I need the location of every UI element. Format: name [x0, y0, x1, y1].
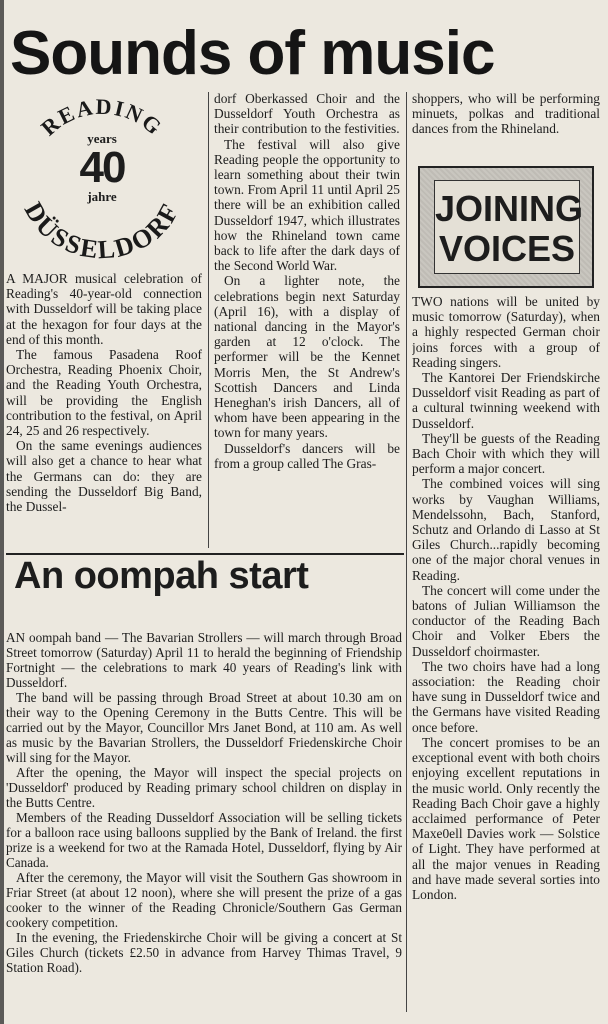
svg-text:DÜSSELDORF [19, 197, 186, 264]
oompah-headline: An oompah start [14, 555, 309, 597]
joining-voices-paragraph: The concert promises to be an exceptional event with both choirs enjoying excellent reputations in the music world. Only recently the Reading Bach Choir gave a highly acclaimed performance of Peter Maxe0ell Davies work — Solstice of Light. They have performed at all the major venues in Reading and have made several sorties into London. [412, 734, 600, 902]
joining-voices-paragraph: TWO nations will be united by music tomorrow (Saturday), when a highly respected German choir joins forces with a group of Reading singers. [412, 294, 600, 370]
main-story-paragraph: Dusseldorf's dancers will be from a group called The Gras- [214, 440, 400, 471]
logo-number: 40 [79, 143, 125, 192]
joining-voices-paragraph: The Kantorei Der Friendskirche Dusseldorf visit Reading as part of a cultural twinning weekend with Dusseldorf. [412, 370, 600, 431]
logo-arc-bottom: DÜSSELDORF [18, 197, 186, 265]
headline-line: JOINING [435, 188, 584, 229]
main-story-col2 [214, 91, 400, 551]
joining-voices-story [412, 294, 600, 1012]
logo-years: years [87, 131, 117, 146]
joining-voices-headline [434, 180, 584, 274]
oompah-paragraph: Members of the Reading Dusseldorf Association will be selling tickets for a balloon race using balloons supplied by the Bank of Ireland. the first prize is a weekend for two at the Ramada Hotel, Dusseldorf, flying by Air Canada. [6, 810, 402, 870]
headline-line: VOICES [438, 228, 576, 269]
main-story-col1 [6, 271, 202, 551]
oompah-paragraph: In the evening, the Friedenskirche Choir will be giving a concert at St Giles Church (tickets £2.50 in advance from Harvey Thimas Travel, 9 Station Road). [6, 930, 402, 975]
logo-arc-top: READING [36, 93, 168, 141]
main-story-paragraph: The festival will also give Reading people the opportunity to learn something about their twin town. From April 11 until April 25 there will be an exhibition called Dusseldorf 1947, which illustrates how the Rhineland town came back to life after the dark days of the Second World War. [214, 136, 400, 274]
joining-voices-paragraph: The combined voices will sing works by Vaughan Williams, Mendelssohn, Bach, Stanford, Schutz and Orlando di Lasso at St Giles Church...rapidly becoming one of the major choral venues in Reading. [412, 476, 600, 583]
main-story-paragraph: A MAJOR musical celebration of Reading's 40-year-old connection with Dusseldorf will be taking place at the hexagon for four days at the end of this month. [6, 271, 202, 347]
oompah-paragraph: After the opening, the Mayor will inspect the special projects on 'Dusseldorf' produced by Reading primary school children on display in the Butts Centre. [6, 765, 402, 810]
main-story-paragraph: dorf Oberkassed Choir and the Dusseldorf Youth Orchestra as their contribution to the festivities. [214, 91, 400, 137]
main-story-col3 [412, 91, 600, 163]
oompah-paragraph: After the ceremony, the Mayor will visit the Southern Gas showroom in Friar Street (at about 12 noon), where she will present the prize of a gas cooker to the winner of the Reading Chronicle/Southern Gas German cookery competition. [6, 870, 402, 930]
main-headline: Sounds of music [10, 19, 495, 88]
oompah-story [6, 630, 402, 1010]
logo-jahre: jahre [87, 189, 117, 204]
joining-voices-paragraph: The two choirs have had a long association: the Reading choir have sung in Dusseldorf twice and the Germans have visited Reading once before. [412, 658, 600, 735]
logo-center [52, 132, 152, 204]
main-story-paragraph: On the same evenings audiences will also get a chance to hear what the Germans can do: they are sending the Dusseldorf Big Band, the Dussel- [6, 438, 202, 515]
column-rule [208, 92, 209, 548]
anniversary-logo [4, 92, 200, 270]
joining-voices-paragraph: The concert will come under the batons of Julian Williamson the conductor of the Reading Bach Choir and Volker Ebers the Dusseldorf choirmaster. [412, 582, 600, 659]
joining-voices-headline-box [418, 166, 594, 288]
joining-voices-paragraph: They'll be guests of the Reading Bach Choir with which they will perform a major concert. [412, 430, 600, 477]
main-story-paragraph: The famous Pasadena Roof Orchestra, Reading Phoenix Choir, and the Reading Youth Orchestra, will be providing the English contribution to the festival, on April 24, 25 and 26 respectively. [6, 347, 202, 439]
main-story-paragraph: shoppers, who will be performing minuets, polkas and traditional dances from the Rhineland. [412, 91, 600, 137]
main-story-paragraph: On a lighter note, the celebrations begin next Saturday (April 16), with a display of national dancing in the Mayor's garden at 12 o'clock. The performer will be the Kennet Morris Men, the St Andrew's Scottish Dancers and Linda Heneghan's irish Dancers, all of whom have been appearing in the town for many years. [214, 273, 400, 441]
column-rule [406, 92, 407, 1012]
oompah-paragraph: AN oompah band — The Bavarian Strollers — will march through Broad Street tomorrow (Saturday) April 11 to herald the beginning of Friendship Fortnight — the celebrations to mark 40 years of Reading's link with Dusseldorf. [6, 630, 402, 690]
oompah-paragraph: The band will be passing through Broad Street at about 10.30 am on their way to the Opening Ceremony in the Butts Centre. This will be carried out by the Mayor, Councillor Mrs Janet Bond, at 110 am. As well as music by the Bavarian Strollers, the Dusseldorf Friedenskirche Choir will sing for the Mayor. [6, 690, 402, 765]
